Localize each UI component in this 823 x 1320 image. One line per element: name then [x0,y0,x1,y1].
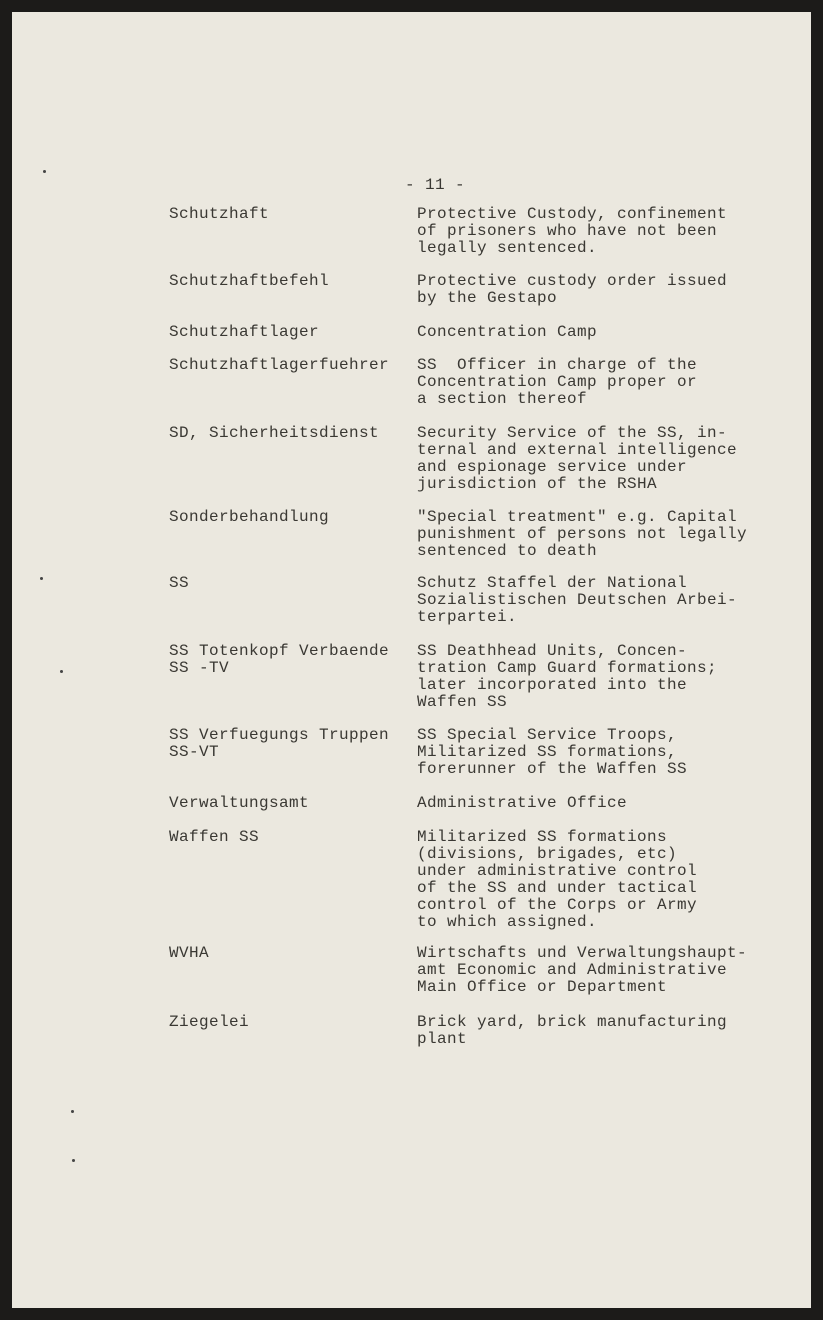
term-line: Waffen SS [169,828,260,846]
entry-term [169,1014,249,1031]
definition-line: forerunner of the Waffen SS [417,760,688,778]
term-line: Ziegelei [169,1013,250,1031]
entry-term [169,727,389,761]
definition-line: of the SS and under tactical [417,879,698,897]
term-line: Schutzhaftbefehl [169,272,330,290]
term-line: SD, Sicherheitsdienst [169,424,380,442]
entry-definition [417,643,717,711]
term-line: Schutzhaft [169,205,270,223]
entry-definition [417,945,747,996]
definition-line: under administrative control [417,862,698,880]
definition-line: Protective custody order issued [417,272,728,290]
definition-line: a section thereof [417,390,588,408]
definition-line: Sozialistischen Deutschen Arbei- [417,591,738,609]
paper-speck [72,1159,75,1162]
term-line: Verwaltungsamt [169,794,310,812]
definition-line: later incorporated into the [417,676,688,694]
definition-line: sentenced to death [417,542,598,560]
entry-definition [417,357,697,408]
term-line: SS Totenkopf Verbaende [169,642,390,660]
term-line: Schutzhaftlager [169,323,320,341]
entry-term [169,829,259,846]
definition-line: plant [417,1030,468,1048]
definition-line: tration Camp Guard formations; [417,659,718,677]
entry-definition [417,795,627,812]
entry-term [169,425,379,442]
document-page [12,12,811,1308]
definition-line: control of the Corps or Army [417,896,698,914]
definition-line: terpartei. [417,608,518,626]
term-line: Sonderbehandlung [169,508,330,526]
definition-line: to which assigned. [417,913,598,931]
entry-term [169,509,329,526]
entry-definition [417,1014,727,1048]
definition-line: Administrative Office [417,794,628,812]
definition-line: legally sentenced. [417,239,598,257]
definition-line: by the Gestapo [417,289,558,307]
definition-line: punishment of persons not legally [417,525,748,543]
definition-line: Security Service of the SS, in- [417,424,728,442]
definition-line: Wirtschafts und Verwaltungshaupt- [417,944,748,962]
definition-line: SS Officer in charge of the [417,356,698,374]
term-line: SS [169,574,190,592]
entry-definition [417,727,687,778]
definition-line: SS Deathhead Units, Concen- [417,642,688,660]
entry-definition [417,575,737,626]
entry-term [169,643,389,677]
entry-term [169,273,329,290]
definition-line: ternal and external intelligence [417,441,738,459]
definition-line: Militarized SS formations, [417,743,678,761]
definition-line: Brick yard, brick manufacturing [417,1013,728,1031]
paper-speck [60,670,63,673]
entry-definition [417,206,727,257]
definition-line: Schutz Staffel der National [417,574,688,592]
term-line: SS Verfuegungs Truppen [169,726,390,744]
entry-term [169,324,319,341]
entry-definition [417,324,597,341]
definition-line: SS Special Service Troops, [417,726,678,744]
definition-line: Main Office or Department [417,978,668,996]
entry-definition [417,425,737,493]
paper-speck [40,577,43,580]
definition-line: Militarized SS formations [417,828,668,846]
term-line: SS -TV [169,659,230,677]
definition-line: (divisions, brigades, etc) [417,845,678,863]
entry-term [169,795,309,812]
definition-line: Concentration Camp [417,323,598,341]
term-line: Schutzhaftlagerfuehrer [169,356,390,374]
entry-definition [417,829,697,931]
definition-line: of prisoners who have not been [417,222,718,240]
term-line: WVHA [169,944,210,962]
entry-term [169,945,209,962]
definition-line: amt Economic and Administrative [417,961,728,979]
entry-term [169,357,389,374]
page-number: - 11 - [405,176,466,194]
definition-line: Concentration Camp proper or [417,373,698,391]
definition-line: and espionage service under [417,458,688,476]
entry-term [169,575,189,592]
paper-speck [43,170,46,173]
term-line: SS-VT [169,743,220,761]
definition-line: Waffen SS [417,693,508,711]
definition-line: jurisdiction of the RSHA [417,475,658,493]
entry-term [169,206,269,223]
entry-definition [417,273,727,307]
entry-definition [417,509,747,560]
definition-line: "Special treatment" e.g. Capital [417,508,738,526]
paper-speck [71,1110,74,1113]
definition-line: Protective Custody, confinement [417,205,728,223]
